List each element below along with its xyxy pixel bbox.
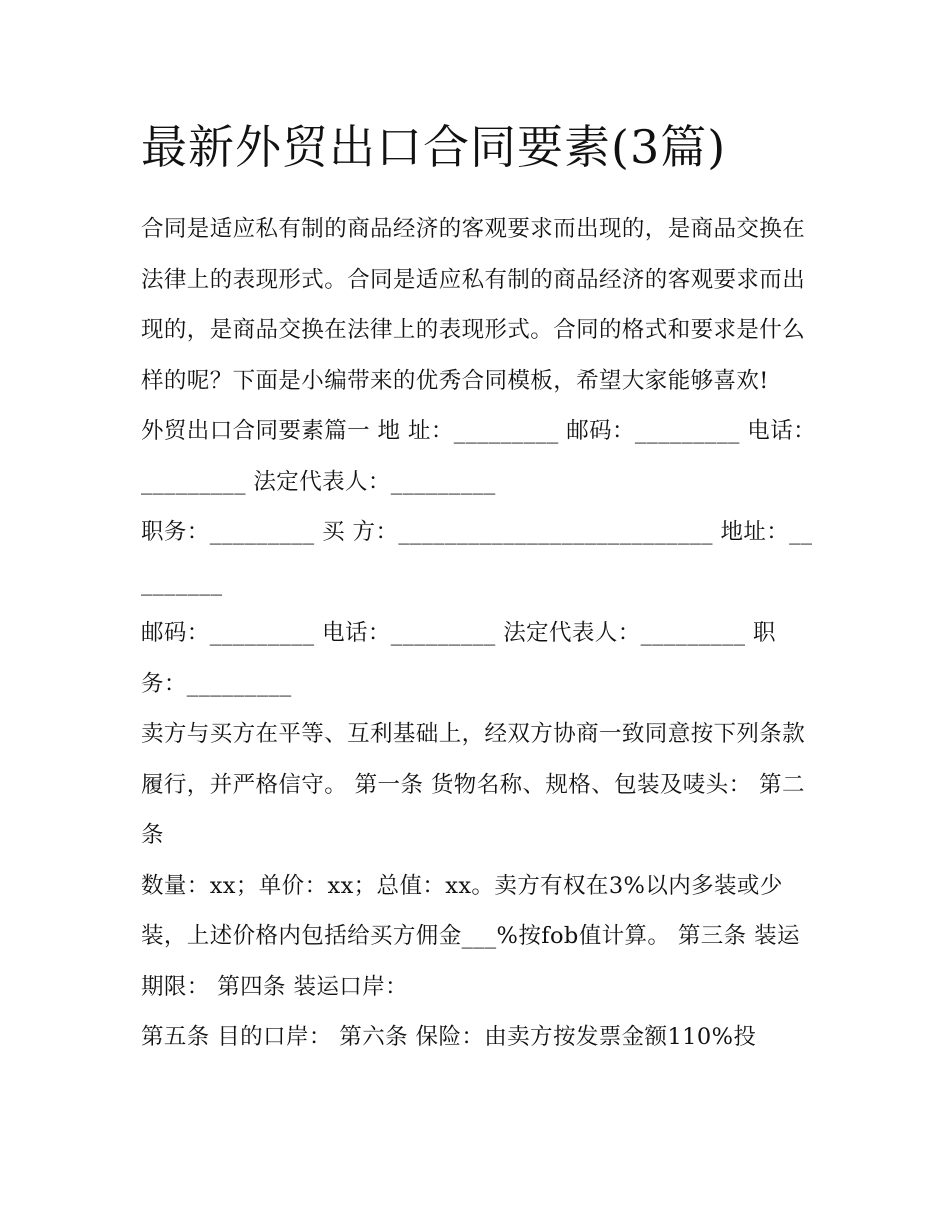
document-title: 最新外贸出口合同要素(3篇) [141,120,727,174]
destination-insurance-paragraph: 第五条 目的口岸： 第六条 保险：由卖方按发票金额110%投 [141,1024,757,1050]
agreement-paragraph: 卖方与买方在平等、互利基础上，经双方协商一致同意按下列条款履行，并严格信守。 第一条 货物名称、规格、包装及唛头： 第二条 [141,721,806,848]
buyer-info-paragraph: 职务：_________ 买 方：___________________________ 地址：_________ [141,519,813,596]
buyer-contact-paragraph: 邮码：_________ 电话：_________ 法定代表人：_________ 职务：_________ [141,620,776,697]
quantity-price-paragraph: 数量：xx；单价：xx；总值：xx。卖方有权在3%以内多装或少装，上述价格内包括给买方佣金___%按fob值计算。 第三条 装运期限： 第四条 装运口岸： [141,872,800,1000]
seller-info-paragraph: 外贸出口合同要素篇一 地 址：_________ 邮码：_________ 电话：_________ 法定代表人：_________ [141,418,817,495]
intro-paragraph: 合同是适应私有制的商品经济的客观要求而出现的，是商品交换在法律上的表现形式。合同是适应私有制的商品经济的客观要求而出现的，是商品交换在法律上的表现形式。合同的格式和要求是什么样的呢？下面是小编带来的优秀合同模板，希望大家能够喜欢! [141,216,806,394]
